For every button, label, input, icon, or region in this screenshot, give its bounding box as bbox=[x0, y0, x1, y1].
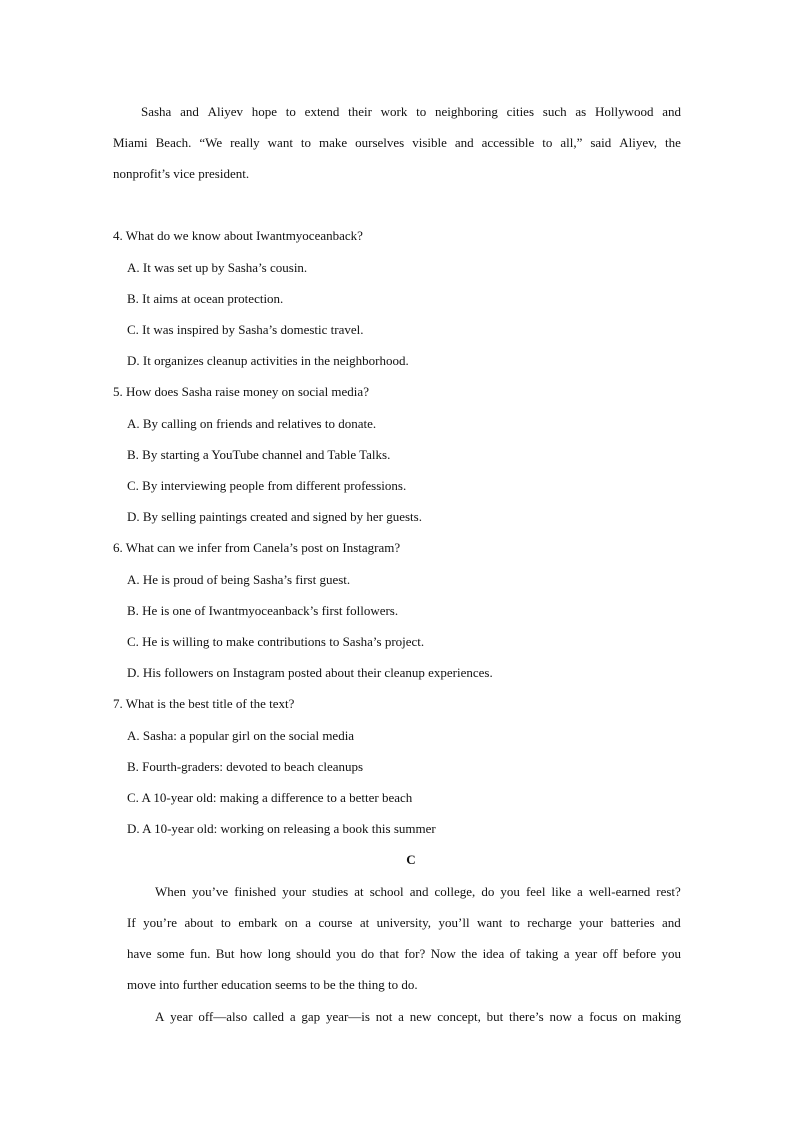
word: feel bbox=[525, 884, 546, 899]
word: studies bbox=[312, 884, 349, 899]
word: well-earned bbox=[588, 884, 651, 899]
word: Miami bbox=[113, 135, 148, 150]
answer-option: C. By interviewing people from different professions. bbox=[127, 478, 407, 493]
word: to bbox=[220, 915, 231, 930]
answer-option: B. It aims at ocean protection. bbox=[127, 291, 284, 306]
word: and bbox=[180, 104, 199, 119]
word: Aliyev, bbox=[619, 135, 658, 150]
word: their bbox=[348, 104, 372, 119]
word: taking bbox=[525, 946, 559, 961]
word: should bbox=[296, 946, 331, 961]
word: before bbox=[622, 946, 657, 961]
word: to bbox=[509, 915, 520, 930]
word: focus bbox=[589, 1009, 618, 1024]
question-stem: 6. What can we infer from Canela’s post on Instagram? bbox=[113, 540, 401, 555]
word: the bbox=[665, 135, 681, 150]
answer-option: D. By selling paintings created and signed by her guests. bbox=[127, 509, 422, 524]
word: accessible bbox=[481, 135, 535, 150]
word: year bbox=[170, 1009, 193, 1024]
word: off bbox=[602, 946, 618, 961]
word: extend bbox=[304, 104, 340, 119]
section-heading: C bbox=[406, 852, 416, 867]
word: year—is bbox=[325, 1009, 370, 1024]
word: new bbox=[409, 1009, 432, 1024]
word: at bbox=[359, 915, 370, 930]
word: and bbox=[662, 104, 681, 119]
paragraph-line bbox=[127, 946, 681, 962]
word: on bbox=[623, 1009, 637, 1024]
word: a bbox=[577, 884, 583, 899]
paragraph-line bbox=[127, 915, 681, 931]
word: concept, bbox=[437, 1009, 481, 1024]
word: Beach. bbox=[155, 135, 192, 150]
paragraph-line bbox=[155, 884, 681, 900]
word: batteries bbox=[610, 915, 655, 930]
word: about bbox=[184, 915, 214, 930]
word: rest? bbox=[656, 884, 681, 899]
paragraph-line: nonprofit’s vice president. bbox=[113, 166, 250, 181]
word: your bbox=[579, 915, 604, 930]
word: idea bbox=[482, 946, 505, 961]
answer-option: D. It organizes cleanup activities in the neighborhood. bbox=[127, 353, 409, 368]
word: a bbox=[289, 1009, 296, 1024]
word: as bbox=[575, 104, 587, 119]
word: “We bbox=[199, 135, 223, 150]
word: a bbox=[305, 915, 312, 930]
word: finished bbox=[234, 884, 277, 899]
word: ourselves bbox=[355, 135, 405, 150]
word: to bbox=[416, 104, 427, 119]
question-stem: 7. What is the best title of the text? bbox=[113, 696, 295, 711]
word: not bbox=[375, 1009, 393, 1024]
word: If bbox=[127, 915, 136, 930]
word: Sasha bbox=[141, 104, 172, 119]
word: Hollywood bbox=[594, 104, 654, 119]
word: you bbox=[500, 884, 520, 899]
answer-option: A. He is proud of being Sasha’s first guest. bbox=[127, 572, 351, 587]
paragraph-line bbox=[141, 104, 681, 120]
word: and bbox=[409, 884, 429, 899]
question-stem: 4. What do we know about Iwantmyoceanback? bbox=[113, 228, 363, 243]
word: year bbox=[574, 946, 598, 961]
word: embark bbox=[238, 915, 278, 930]
question-stem: 5. How does Sasha raise money on social media? bbox=[113, 384, 369, 399]
word: Now bbox=[430, 946, 456, 961]
word: Aliyev bbox=[207, 104, 244, 119]
word: fun. bbox=[189, 946, 211, 961]
word: you’ve bbox=[192, 884, 229, 899]
word: there’s bbox=[509, 1009, 544, 1024]
word: college, bbox=[434, 884, 476, 899]
word: the bbox=[461, 946, 478, 961]
word: you bbox=[661, 946, 681, 961]
word: to bbox=[542, 135, 553, 150]
word: a bbox=[563, 946, 570, 961]
word: A bbox=[155, 1009, 165, 1024]
answer-option: C. A 10-year old: making a difference to a better beach bbox=[127, 790, 413, 805]
word: university, bbox=[376, 915, 432, 930]
word: hope bbox=[251, 104, 278, 119]
word: you bbox=[336, 946, 356, 961]
word: course bbox=[318, 915, 353, 930]
answer-option: C. He is willing to make contributions to Sasha’s project. bbox=[127, 634, 425, 649]
word: off—also bbox=[198, 1009, 248, 1024]
word: you’re bbox=[143, 915, 178, 930]
word: want bbox=[477, 915, 503, 930]
word: want bbox=[267, 135, 293, 150]
word: do bbox=[361, 946, 375, 961]
answer-option: B. By starting a YouTube channel and Table Talks. bbox=[127, 447, 391, 462]
word: really bbox=[230, 135, 260, 150]
word: your bbox=[282, 884, 307, 899]
word: have bbox=[127, 946, 152, 961]
paragraph-line bbox=[155, 1009, 681, 1025]
word: some bbox=[156, 946, 185, 961]
word: making bbox=[641, 1009, 681, 1024]
answer-option: A. By calling on friends and relatives to donate. bbox=[127, 416, 377, 431]
answer-option: A. It was set up by Sasha’s cousin. bbox=[127, 260, 308, 275]
answer-option: C. It was inspired by Sasha’s domestic travel. bbox=[127, 322, 364, 337]
word: recharge bbox=[527, 915, 572, 930]
word: school bbox=[369, 884, 404, 899]
word: all,” bbox=[560, 135, 583, 150]
word: cities bbox=[506, 104, 535, 119]
word: to bbox=[300, 135, 312, 150]
word: do bbox=[481, 884, 495, 899]
word: and bbox=[454, 135, 474, 150]
word: said bbox=[590, 135, 612, 150]
word: of bbox=[509, 946, 521, 961]
word: a bbox=[398, 1009, 404, 1024]
word: called bbox=[252, 1009, 285, 1024]
word: that bbox=[379, 946, 399, 961]
word: visible bbox=[412, 135, 447, 150]
word: for? bbox=[404, 946, 426, 961]
word: you’ll bbox=[438, 915, 470, 930]
word: work bbox=[380, 104, 408, 119]
word: make bbox=[319, 135, 348, 150]
paragraph-line bbox=[113, 135, 681, 151]
answer-option: B. He is one of Iwantmyoceanback’s first followers. bbox=[127, 603, 399, 618]
answer-option: B. Fourth-graders: devoted to beach cleanups bbox=[127, 759, 364, 774]
word: long bbox=[267, 946, 291, 961]
paragraph-line: move into further education seems to be the thing to do. bbox=[127, 977, 418, 992]
word: to bbox=[285, 104, 296, 119]
word: and bbox=[662, 915, 681, 930]
word: but bbox=[486, 1009, 504, 1024]
word: neighboring bbox=[435, 104, 498, 119]
word: gap bbox=[301, 1009, 321, 1024]
answer-option: A. Sasha: a popular girl on the social media bbox=[127, 728, 355, 743]
word: When bbox=[155, 884, 187, 899]
word: at bbox=[354, 884, 364, 899]
word: like bbox=[551, 884, 571, 899]
word: a bbox=[577, 1009, 584, 1024]
word: now bbox=[549, 1009, 572, 1024]
word: But bbox=[215, 946, 235, 961]
answer-option: D. A 10-year old: working on releasing a book this summer bbox=[127, 821, 436, 836]
word: how bbox=[239, 946, 263, 961]
word: on bbox=[284, 915, 298, 930]
answer-option: D. His followers on Instagram posted about their cleanup experiences. bbox=[127, 665, 493, 680]
word: such bbox=[542, 104, 567, 119]
